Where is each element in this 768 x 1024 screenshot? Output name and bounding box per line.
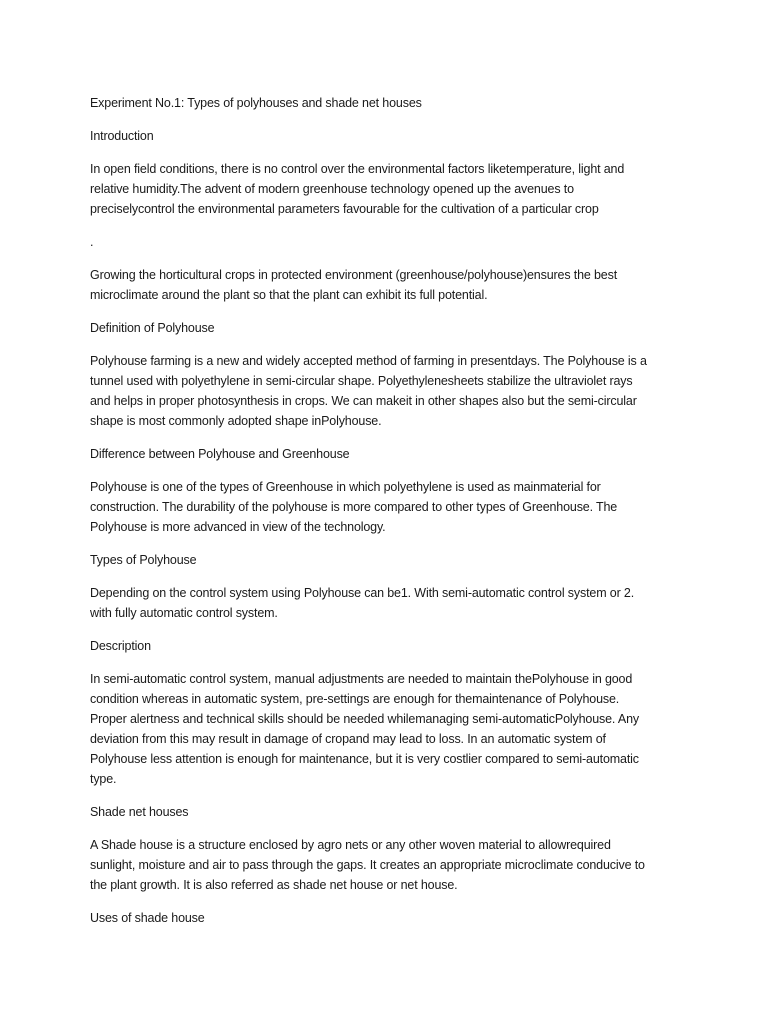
paragraph-line: the plant growth. It is also referred as shade net house or net house. (90, 878, 458, 892)
paragraph-line: Proper alertness and technical skills should be needed whilemanaging semi-automaticPolyhouse. Any (90, 712, 639, 726)
paragraph-line: deviation from this may result in damage of cropand may lead to loss. In an automatic system of (90, 732, 606, 746)
shade-net-paragraph (90, 835, 680, 895)
paragraph-line: Polyhouse is one of the types of Greenhouse in which polyethylene is used as mainmaterial for (90, 480, 601, 494)
difference-paragraph (90, 477, 680, 537)
description-heading: Description (90, 639, 151, 653)
paragraph-line: with fully automatic control system. (90, 606, 278, 620)
paragraph-line: sunlight, moisture and air to pass through the gaps. It creates an appropriate microclimate conducive to (90, 858, 645, 872)
paragraph-line: construction. The durability of the polyhouse is more compared to other types of Greenhouse. The (90, 500, 618, 514)
growing-paragraph (90, 265, 680, 305)
paragraph-line: and helps in proper photosynthesis in crops. We can makeit in other shapes also but the semi-circular (90, 394, 637, 408)
paragraph-line: Polyhouse is more advanced in view of the technology. (90, 520, 386, 534)
types-paragraph (90, 583, 680, 623)
paragraph-line: Polyhouse farming is a new and widely accepted method of farming in presentdays. The Polyhouse is a (90, 354, 647, 368)
document-page (90, 93, 680, 941)
paragraph-line: Depending on the control system using Polyhouse can be1. With semi-automatic control system or 2. (90, 586, 635, 600)
definition-heading: Definition of Polyhouse (90, 321, 215, 335)
introduction-heading: Introduction (90, 129, 154, 143)
document-title: Experiment No.1: Types of polyhouses and shade net houses (90, 96, 422, 110)
introduction-paragraph (90, 159, 680, 219)
description-paragraph (90, 669, 680, 789)
difference-heading: Difference between Polyhouse and Greenhouse (90, 447, 350, 461)
paragraph-line: Polyhouse less attention is enough for maintenance, but it is very costlier compared to semi-automatic (90, 752, 639, 766)
paragraph-line: In semi-automatic control system, manual adjustments are needed to maintain thePolyhouse in good (90, 672, 633, 686)
paragraph-line: type. (90, 772, 117, 786)
definition-paragraph (90, 351, 680, 431)
uses-heading: Uses of shade house (90, 911, 205, 925)
paragraph-line: A Shade house is a structure enclosed by agro nets or any other woven material to allowrequired (90, 838, 611, 852)
paragraph-line: relative humidity.The advent of modern greenhouse technology opened up the avenues to (90, 182, 574, 196)
types-heading: Types of Polyhouse (90, 553, 197, 567)
paragraph-line: condition whereas in automatic system, pre-settings are enough for themaintenance of Polyhouse. (90, 692, 620, 706)
paragraph-line: preciselycontrol the environmental parameters favourable for the cultivation of a particular crop (90, 202, 599, 216)
paragraph-line: microclimate around the plant so that the plant can exhibit its full potential. (90, 288, 488, 302)
stray-period: . (90, 235, 94, 249)
paragraph-line: shape is most commonly adopted shape inPolyhouse. (90, 414, 382, 428)
paragraph-line: tunnel used with polyethylene in semi-circular shape. Polyethylenesheets stabilize the ultraviolet rays (90, 374, 633, 388)
paragraph-line: In open field conditions, there is no control over the environmental factors liketemperature, light and (90, 162, 625, 176)
shade-net-heading: Shade net houses (90, 805, 189, 819)
paragraph-line: Growing the horticultural crops in protected environment (greenhouse/polyhouse)ensures the best (90, 268, 618, 282)
